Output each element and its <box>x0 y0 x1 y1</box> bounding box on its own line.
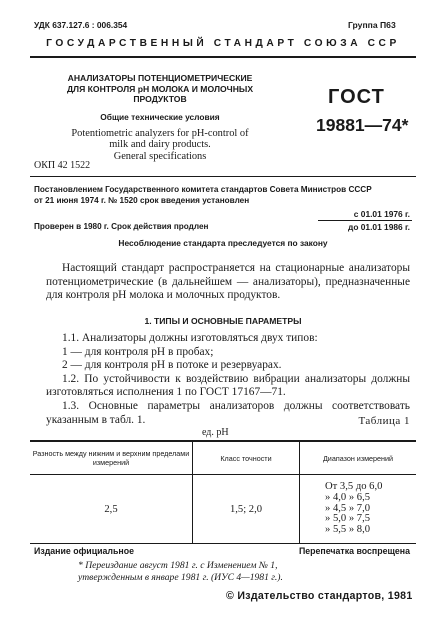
title-en-line: Potentiometric analyzers for pH-control of <box>71 128 249 139</box>
range-item: » 4,5 » 7,0 <box>325 502 371 514</box>
cell-accuracy: 1,5; 2,0 <box>193 475 300 544</box>
range-item: » 5,5 » 8,0 <box>325 524 371 536</box>
effective-until-date: до 01.01 1986 г. <box>348 222 410 232</box>
column-header-difference: Разность между нижним и верхним пределами измерений <box>30 442 193 475</box>
column-header-accuracy: Класс точности <box>193 442 300 475</box>
checked-note: Проверен в 1980 г. Срок действия продлен <box>34 222 209 231</box>
section-1-heading: 1. ТИПЫ И ОСНОВНЫЕ ПАРАМЕТРЫ <box>144 316 302 326</box>
title-ru <box>34 73 286 105</box>
gost-label: ГОСТ <box>328 86 385 108</box>
table-caption: Таблица 1 <box>358 415 410 427</box>
copyright: © Издательство стандартов, 1981 <box>226 590 413 602</box>
table-unit: ед. pH <box>202 427 229 438</box>
decree-line-1: Постановлением Государственного комитета стандартов Совета Министров СССР <box>34 185 372 194</box>
clause-1-1-type-2: 2 — для контроля pH в потоке и резервуарах. <box>62 359 282 372</box>
cell-ranges <box>300 475 417 544</box>
title-rule <box>30 176 416 177</box>
title-ru-line: ПРОДУКТОВ <box>133 94 187 105</box>
gost-number: 19881—74* <box>316 115 409 135</box>
clause-1-2: 1.2. По устойчивости к воздействию вибрации анализаторы должны изготовляться исполнения 1 по ГОСТ 17167—71. <box>46 372 410 399</box>
udk-code: УДК 637.127.6 : 006.354 <box>34 20 128 30</box>
table-row <box>30 475 416 544</box>
reissue-note-1: * Переиздание август 1981 г. с Изменением № 1, <box>78 560 278 571</box>
intro-text: Настоящий стандарт распространяется на стационарные анализаторы потенциометрические (в дальнейшем — анализаторы), предназначенные для контроля pH молока и молочных продуктов. <box>46 262 410 302</box>
title-ru-line: АНАЛИЗАТОРЫ ПОТЕНЦИОМЕТРИЧЕСКИЕ <box>67 73 253 83</box>
title-en <box>34 128 286 162</box>
section-1-body <box>46 332 410 427</box>
okp-code: ОКП 42 1522 <box>34 160 91 171</box>
range-item: От 3,5 до 6,0 <box>325 481 383 492</box>
date-rule <box>318 220 412 221</box>
title-en-line: milk and dairy products. <box>109 139 211 151</box>
effective-from-date: с 01.01 1976 г. <box>353 209 410 219</box>
clause-1-3: 1.3. Основные параметры анализаторов должны соответствовать указанным в табл. 1. <box>46 399 410 426</box>
intro-paragraph <box>46 262 410 303</box>
clause-1-1: 1.1. Анализаторы должны изготовляться двух типов: <box>62 332 318 344</box>
parameters-table <box>30 441 416 544</box>
header-rule <box>30 56 416 58</box>
range-item: » 4,0 » 6,5 <box>325 491 371 503</box>
subtitle-ru: Общие технические условия <box>100 112 220 122</box>
reprint-prohibited: Перепечатка воспрещена <box>298 546 410 556</box>
title-en-line: General specifications <box>113 150 207 162</box>
reissue-note-2: утвержденным в январе 1981 г. (ИУС 4—1981 г.). <box>78 572 283 583</box>
column-header-range: Диапазон измерений <box>300 442 417 475</box>
group-code: Группа П63 <box>348 20 396 30</box>
cell-difference: 2,5 <box>30 475 193 544</box>
standard-banner: ГОСУДАРСТВЕННЫЙ СТАНДАРТ СОЮЗА ССР <box>46 38 400 49</box>
clause-1-1-type-1: 1 — для контроля pH в пробах; <box>62 345 214 358</box>
decree-line-2: от 21 июня 1974 г. № 1520 срок введения установлен <box>34 196 250 205</box>
range-item: » 5,0 » 7,5 <box>325 513 371 525</box>
legal-warning: Несоблюдение стандарта преследуется по закону <box>118 238 328 248</box>
official-edition: Издание официальное <box>34 546 134 556</box>
title-ru-line: ДЛЯ КОНТРОЛЯ pH МОЛОКА И МОЛОЧНЫХ <box>66 83 254 94</box>
